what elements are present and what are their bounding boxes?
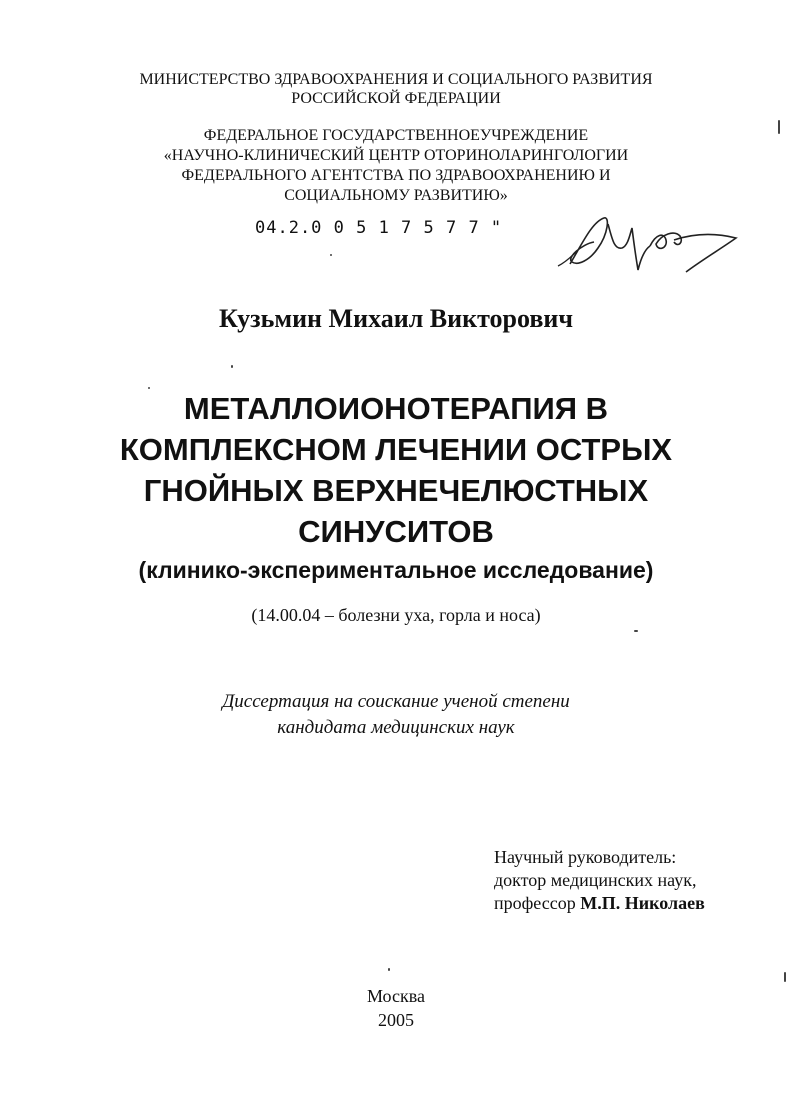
scan-speck <box>231 365 233 368</box>
dissertation-title <box>0 388 792 552</box>
supervisor-name: М.П. Николаев <box>580 893 705 913</box>
registration-number-stamp: 04.2.0 0 5 1 7 5 7 7 " <box>255 218 503 238</box>
scan-speck <box>634 630 638 632</box>
supervisor-rank: доктор медицинских наук, <box>494 870 697 890</box>
title-line: КОМПЛЕКСНОМ ЛЕЧЕНИИ ОСТРЫХ <box>119 432 673 467</box>
title-line: ГНОЙНЫХ ВЕРХНЕЧЕЛЮСТНЫХ <box>143 473 649 508</box>
supervisor-label: Научный руководитель: <box>494 847 677 867</box>
degree-line: кандидата медицинских наук <box>277 717 515 738</box>
dissertation-subtitle: (клинико-экспериментальное исследование) <box>138 557 654 583</box>
institution-line: ФЕДЕРАЛЬНОЕ ГОСУДАРСТВЕННОЕУЧРЕЖДЕНИЕ <box>203 127 589 144</box>
title-line: СИНУСИТОВ <box>298 514 494 549</box>
institution-header <box>0 126 792 206</box>
institution-line: ФЕДЕРАЛЬНОГО АГЕНТСТВА ПО ЗДРАВООХРАНЕНИЮ И <box>181 167 611 184</box>
degree-statement <box>0 689 792 741</box>
ministry-header <box>0 70 792 108</box>
institution-line: СОЦИАЛЬНОМУ РАЗВИТИЮ» <box>284 187 508 204</box>
scan-speck <box>784 972 786 982</box>
scan-speck <box>148 387 150 389</box>
footer-place-year <box>0 984 792 1032</box>
author-name: Кузьмин Михаил Викторович <box>218 304 574 333</box>
city: Москва <box>367 986 425 1006</box>
supervisor-block <box>494 846 705 915</box>
ministry-line: РОССИЙСКОЙ ФЕДЕРАЦИИ <box>291 90 501 107</box>
institution-line: «НАУЧНО-КЛИНИЧЕСКИЙ ЦЕНТР ОТОРИНОЛАРИНГОЛОГИИ <box>163 147 629 164</box>
year: 2005 <box>378 1010 414 1030</box>
scan-speck <box>778 120 780 134</box>
specialty-code: (14.00.04 – болезни уха, горла и носа) <box>251 605 541 625</box>
signature-icon <box>552 204 742 289</box>
ministry-line: МИНИСТЕРСТВО ЗДРАВООХРАНЕНИЯ И СОЦИАЛЬНОГО РАЗВИТИЯ <box>139 71 653 88</box>
scan-speck <box>388 968 390 971</box>
title-line: МЕТАЛЛОИОНОТЕРАПИЯ В <box>183 391 609 426</box>
degree-line: Диссертация на соискание ученой степени <box>222 691 570 712</box>
supervisor-title-prefix: профессор <box>494 893 581 913</box>
scan-speck <box>330 254 332 256</box>
supervisor-title-line <box>494 892 705 915</box>
